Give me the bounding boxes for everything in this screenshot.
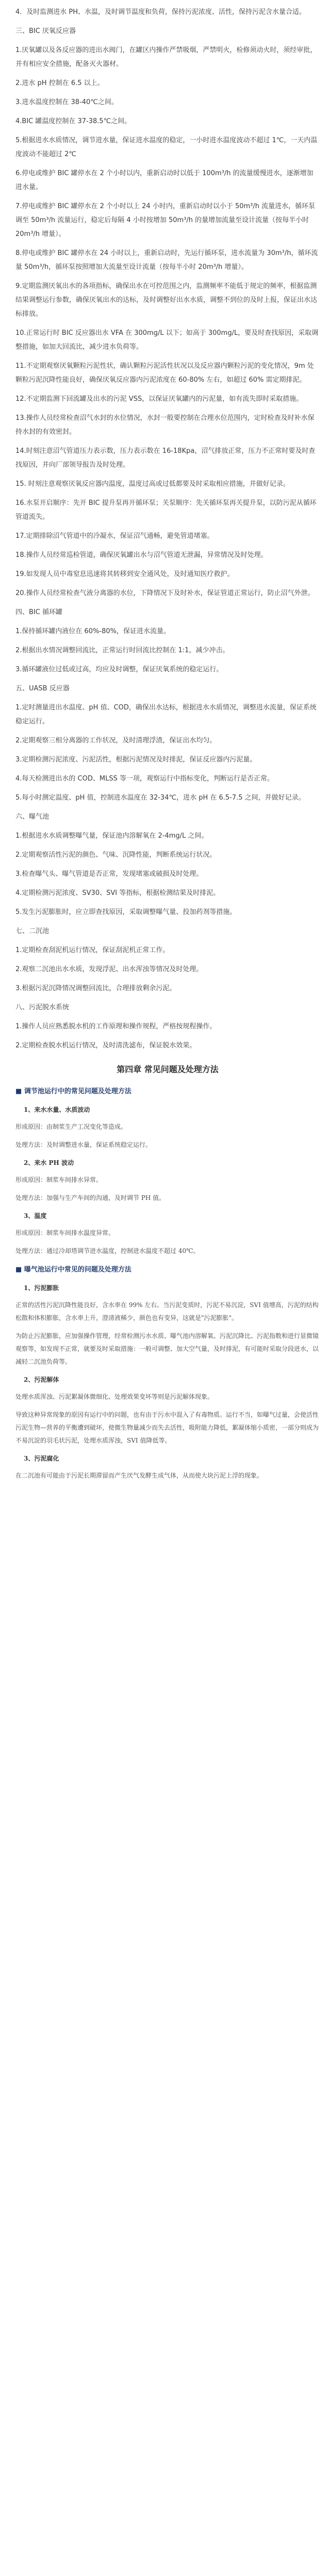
paragraph: 处理水质浑浊、污泥絮凝体微细化、处理效果变坏等则是污泥解体现象。 xyxy=(15,1393,214,1400)
subsection-heading: 1、来水水量、水质波动 xyxy=(24,1106,90,1113)
paragraph: 2.定期观察活性污泥的颜色、气味、沉降性能，判断系统运行状况。 xyxy=(15,851,217,859)
paragraph: 11.不定期观察厌氧颗粒污泥性状，确认颗粒污泥活性状况以及反应器内颗粒污泥的变化情况，9m 处颗粒污泥沉降性能良好，确保厌氧反应器内污泥浓度在 60-80% 左右，如超过 60% 需定期排泥。 xyxy=(15,362,314,384)
paragraph: 处理方法：及时调整进水量，保证系统稳定运行。 xyxy=(15,1141,152,1148)
paragraph: 1.保持循环罐内液位在 60%-80%，保证进水流量。 xyxy=(15,628,171,635)
subsection-heading: 2、来水 PH 波动 xyxy=(24,1159,74,1166)
paragraph: 20.操作人员经常检查气液分离器的水位，下降情况下及时补水，保证管道正常运行，防止沼气外泄。 xyxy=(15,589,315,597)
paragraph: 3.定期检测污泥浓度、污泥活性，根据污泥情况及时排泥，保证反应器内污泥量。 xyxy=(15,756,257,764)
topic-banner: ■ 调节池运行中的常见问题及处理方法 xyxy=(15,1084,320,1098)
paragraph: 7.停电或维护 BIC 罐停水在 2 个小时以上 24 小时内，重新启动时以小于 50m³/h 流量进水，循环泵调至 50m³/h 流量运行，稳定后每隔 4 小时按增加 50m³/h 的量增加流量至设计流量（按每半小时 20m³/h 增量）。 xyxy=(15,202,316,238)
paragraph: 3.进水温度控制在 38-40℃之间。 xyxy=(15,98,118,106)
paragraph: 15. 时刻注意观察厌氧反应器内温度，温度过高或过低都要及时采取相应措施，并做好记录。 xyxy=(15,480,290,488)
paragraph: 19.如发现人员中毒窒息迅速将其转移到安全通风处，及时通知医疗救护。 xyxy=(15,570,234,578)
section-heading: 五、UASB 反应器 xyxy=(15,685,70,692)
paragraph: 18.操作人员经常巡检管道，确保厌氧罐出水与沼气管道无泄漏，异常情况及时处理。 xyxy=(15,551,268,559)
paragraph: 16.水泵开启顺序：先开 BIC 提升泵再开循环泵；关泵顺序：先关循环泵再关提升泵，以防污泥从循环管道流失。 xyxy=(15,499,317,521)
chapter-title: 第四章 常见问题及处理方法 xyxy=(117,1064,219,1074)
paragraph: 1.操作人员应熟悉脱水机的工作原理和操作规程，严格按规程操作。 xyxy=(15,1023,217,1030)
subsection-heading: 3、污泥腐化 xyxy=(24,1455,59,1462)
paragraph: 10.正常运行时 BIC 反应器出水 VFA 在 300mg/L 以下；如高于 300mg/L，要及时查找原因，采取调整措施，如加大回流比，减少进水负荷等。 xyxy=(15,329,319,351)
topic-banner: ■ 曝气池运行中常见的问题及处理方法 xyxy=(15,1263,320,1277)
paragraph: 4.每天检测进出水的 COD、MLSS 等一项，观察运行中指标变化，判断运行是否正常。 xyxy=(15,775,274,783)
paragraph: 为防止污泥膨胀，应加强操作管理，经常检测污水水质、曝气池内溶解氧、污泥沉降比、污泥指数和进行显微镜观察等，如发现不正常，就要及时采取措施：一般可调整、加大空气量，及时排泥，有可能时采取分段进水，以减轻二沉池负荷等。 xyxy=(15,1332,319,1365)
paragraph: 3.检查曝气头、曝气管道是否正常，发现堵塞或破损及时处理。 xyxy=(15,870,203,878)
paragraph: 4．及时监测进水 PH、水温，及时调节温度和负荷，保持污泥浓度、活性，保持污泥含水量合适。 xyxy=(15,8,306,16)
subsection-heading: 2、污泥解体 xyxy=(24,1376,59,1383)
section-heading: 三、BIC 厌氧反应器 xyxy=(15,27,76,35)
paragraph: 13.操作人员经常检查沼气水封的水位情况，水封一般要控制在合理水位范围内，定时检查及时补水保持水封的有效密封。 xyxy=(15,414,315,436)
paragraph: 在二沉池有可能由于污泥长期滞留而产生厌气发酵生成气体，从而使大块污泥上浮的现象。 xyxy=(15,1472,263,1479)
paragraph: 2.定期观察三相分离器的工作状况，及时清理浮渣，保证出水均匀。 xyxy=(15,737,217,744)
paragraph: 9.定期监测厌氧出水的各项指标，确保出水在可控范围之内，监测频率不能低于规定的频率，根据监测结果调整运行参数，确保厌氧出水的达标，及时调整好出水水质，调整不到位的及时上报，保证出水达标排放。 xyxy=(15,282,318,318)
paragraph: 处理方法：加强与生产车间的沟通，及时调节 PH 值。 xyxy=(15,1194,166,1201)
paragraph: 1.定时测量进出水温度、pH 值、COD，确保出水达标，根据进水水质情况，调整进水流量，保证系统稳定运行。 xyxy=(15,704,317,725)
paragraph: 14.时刻注意沼气管道压力表示数，压力表示数在 16-18Kpa，沼气排放正常，压力不正常时要及时查找原因，并向厂部领导报告及时处理。 xyxy=(15,447,316,469)
paragraph: 4.BIC 罐温度控制在 37-38.5℃之间。 xyxy=(15,117,131,125)
paragraph: 2.根据出水情况调整回流比，正常运行时回流比控制在 1:1，减少冲击。 xyxy=(15,647,229,654)
paragraph: 导致这种异常现象的原因有运行中的问题，也有由于污水中混入了有毒物质。运行不当，如曝气过量，会使活性污泥生物—营养的平衡遭到破坏，使微生物量减少而失去活性，吸附能力降低，絮凝体缩小质密，一部分则成为不易沉淀的羽毛状污泥，处理水质浑浊，SVI 值降低等。 xyxy=(15,1411,319,1444)
paragraph: 1.定期检查刮泥机运行情况，保证刮泥机正常工作。 xyxy=(15,946,170,954)
paragraph: 形成原因：制浆车间排水温度异常。 xyxy=(15,1229,115,1236)
subsection-heading: 3、温度 xyxy=(24,1212,47,1219)
paragraph: 1.厌氧罐以及各反应器的进出水阀门，在罐区内操作严禁吸烟，严禁明火，检修须动火时，须经审批，并有相应安全措施，配备灭火器材。 xyxy=(15,46,317,68)
paragraph: 3.循环罐液位过低或过高，均应及时调整，保证厌氧系统的稳定运行。 xyxy=(15,666,223,673)
paragraph: 5.发生污泥膨胀时，应立即查找原因，采取调整曝气量、投加药剂等措施。 xyxy=(15,908,237,916)
paragraph: 4.定期检测污泥浓度、SV30、SVI 等指标，根据检测结果及时排泥。 xyxy=(15,889,220,897)
section-heading: 七、二沉池 xyxy=(15,927,50,935)
paragraph: 2.定期检查脱水机运行情况，及时清洗滤布，保证脱水效果。 xyxy=(15,1042,196,1049)
paragraph: 处理方法：通过冷却塔调节进水温度，控制进水温度不超过 40℃。 xyxy=(15,1247,200,1255)
paragraph: 形成原因：制浆车间排水异常。 xyxy=(15,1176,103,1183)
paragraph: 2.观察二沉池出水水质，发现浮泥、出水浑浊等情况及时处理。 xyxy=(15,965,203,973)
paragraph: 1.根据进水水质调整曝气量，保证池内溶解氧在 2-4mg/L 之间。 xyxy=(15,832,208,840)
subsection-heading: 1、污泥膨胀 xyxy=(24,1284,59,1292)
paragraph: 12.不定期监测下回流罐及出水的污泥 VSS，以保证厌氧罐内的污泥量，如有流失即时采取措施。 xyxy=(15,395,303,403)
paragraph: 3.根据污泥沉降情况调整回流比，合理排放剩余污泥。 xyxy=(15,985,176,992)
paragraph: 17.定期排除沼气管道中的冷凝水，保证沼气通畅，避免管道堵塞。 xyxy=(15,532,214,540)
paragraph: 形成原因：由制浆生产工况变化等造成。 xyxy=(15,1123,127,1130)
paragraph: 5.每小时测定温度、pH 值，控制进水温度在 32-34℃，进水 pH 在 6.5-7.5 之间，并做好记录。 xyxy=(15,794,305,802)
paragraph: 5.根据进水水质情况，调节进水量，保证进水温度的稳定，一小时进水温度波动不超过 1℃，一天内温度波动不能超过 2℃ xyxy=(15,137,318,158)
section-heading: 六、曝气池 xyxy=(15,813,50,821)
paragraph: 6.停电或维护 BIC 罐停水在 2 个小时以内，重新启动时以低于 100m³/h 的流量缓慢进水，逐渐增加进水量。 xyxy=(15,170,314,191)
section-heading: 四、BIC 循环罐 xyxy=(15,608,62,616)
section-heading: 八、污泥脱水系统 xyxy=(15,1004,70,1011)
paragraph: 8.停电或维护 BIC 罐停水在 24 小时以上，重新启动时，先运行循环泵，进水流量为 30m³/h，循环流量 50m³/h，循环泵按照增加大流量至设计流量（按每半小时 20m³/h 增量）。 xyxy=(15,249,318,271)
paragraph: 正常的活性污泥沉降性能良好，含水率在 99% 左右。当污泥变质时，污泥不易沉淀，SVI 值增高，污泥的结构松散和体积膨胀，含水率上升，澄清液稀少，颜色也有变异，这就是"污泥膨胀"。 xyxy=(15,1301,319,1321)
paragraph: 2.进水 pH 控制在 6.5 以上。 xyxy=(15,79,104,87)
